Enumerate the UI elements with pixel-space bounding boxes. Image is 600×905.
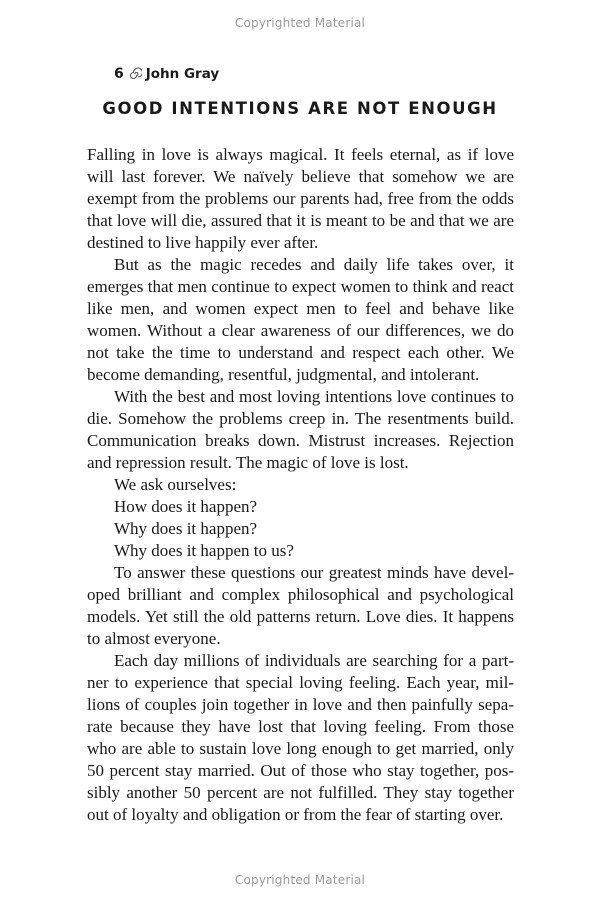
question-line: Why does it happen to us? [114, 541, 294, 560]
question-line: Why does it happen? [114, 519, 258, 538]
paragraph: But as the magic recedes and daily life takes over, it emerges that men continue to expect women to think and react like men, and women expect men to feel and behave like women. Without a clear awareness of our differences, we do not take the time to understand and respect each other. We become demanding, resentful, judgmental, and intolerant. [87, 255, 514, 384]
page-number: 6 [114, 66, 124, 82]
paragraph: Each day millions of individuals are searching for a partner to experience that special loving feeling. Each year, millions of couples join together in love and then painfully separate because they have lost that loving feeling. From those who are able to sustain love long enough to get married, only 50 percent stay married. Out of those who stay together, possibly another 50 percent are not fulfilled. They stay together out of loyalty and obligation or from the fear of starting over. [87, 651, 514, 824]
paragraph: We ask ourselves: [114, 475, 237, 494]
running-head [114, 66, 219, 82]
question-line: How does it happen? [114, 497, 258, 516]
chapter-heading: GOOD INTENTIONS ARE NOT ENOUGH [102, 99, 498, 118]
copyright-watermark-bottom: Copyrighted Material [234, 873, 366, 887]
paragraph: To answer these questions our greatest minds have developed brilliant and complex philosophical and psychological models. Yet still the old patterns return. Love dies. It happens to almost everyone. [87, 563, 514, 648]
paragraph: With the best and most loving intentions love continues to die. Somehow the problems creep in. The resentments build. Communication breaks down. Mistrust increases. Rejection and repression result. The magic of love is lost. [87, 387, 514, 472]
author-name: John Gray [145, 66, 220, 82]
paragraph: Falling in love is always magical. It feels eternal, as if love will last forever. We naïvely believe that somehow we are exempt from the problems our parents had, free from the odds that love will die, assured that it is meant to be and that we are destined to live happily ever after. [87, 145, 514, 252]
body-text [87, 144, 514, 826]
swirl-icon [128, 67, 142, 81]
copyright-watermark-top: Copyrighted Material [234, 16, 366, 30]
